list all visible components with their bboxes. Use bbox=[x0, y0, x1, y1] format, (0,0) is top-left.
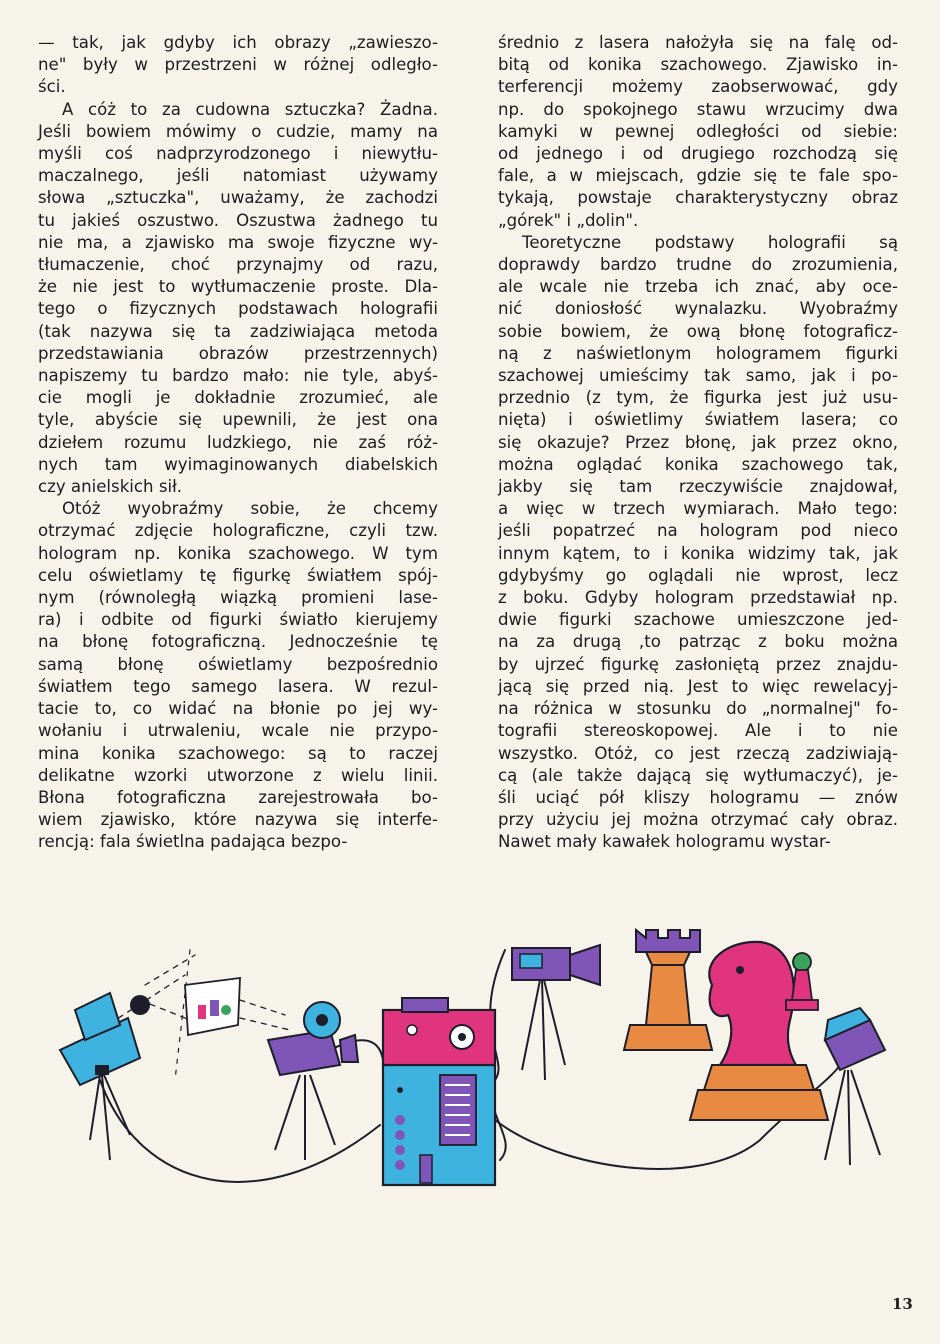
text-line: tego o fizycznych podstawach holografii bbox=[38, 299, 438, 319]
text-line: A cóż to za cudowna sztuczka? Żadna. bbox=[62, 99, 438, 119]
text-line: szachowej umieścimy tak samo, jak i po- bbox=[498, 366, 898, 386]
text-line: celu oświetlamy tę figurkę światłem spój- bbox=[38, 565, 438, 585]
text-line: że nie jest to wytłumaczenie proste. Dla- bbox=[38, 277, 438, 297]
text-line: bitą od konika szachowego. Zjawisko in- bbox=[498, 55, 898, 75]
text-line: Otóż wyobraźmy sobie, że chcemy bbox=[62, 499, 438, 519]
text-line: gdybyśmy go oglądali nie wprost, lecz bbox=[498, 565, 898, 585]
text-line: przednio (z tym, że figurka jest już usu- bbox=[498, 388, 898, 408]
text-line: by ujrzeć figurkę zasłoniętą przez znajdu- bbox=[498, 654, 898, 674]
text-line: średnio z lasera nałożyła się na falę od- bbox=[498, 33, 898, 52]
text-line: innym kątem, to i konika widzimy tak, jak bbox=[498, 543, 898, 563]
text-line: — tak, jak gdyby ich obrazy „zawieszo- bbox=[38, 33, 438, 52]
text-line: dziełem rozumu ludzkiego, nie zaś róż- bbox=[38, 432, 438, 452]
text-line: ną z naświetlonym hologramem figurki bbox=[498, 343, 898, 363]
text-line: Jeśli bowiem mówimy o cudzie, mamy na bbox=[38, 121, 438, 141]
text-line: np. do spokojnego stawu wrzucimy dwa bbox=[498, 99, 898, 119]
text-line: mina konika szachowego: są to raczej bbox=[38, 743, 438, 763]
text-line: ne" były w przestrzeni w różnej odległo- bbox=[38, 55, 438, 75]
text-line: z boku. Gdyby hologram przedstawiał np. bbox=[498, 588, 898, 608]
text-line: światłem tego samego lasera. W rezul- bbox=[38, 676, 438, 696]
text-line: doprawdy bardzo trudne do zrozumienia, bbox=[498, 255, 898, 275]
text-line: nięta) i oświetlimy światłem lasera; co bbox=[498, 410, 898, 430]
text-line: dwie figurki szachowe umieszczone jed- bbox=[498, 610, 898, 630]
laser-machine bbox=[383, 998, 495, 1185]
paragraph bbox=[38, 32, 438, 99]
text-line: nie ma, a zjawisko ma swoje fizyczne wy- bbox=[38, 232, 438, 252]
text-line: cie mogli je dokładnie zrozumieć, ale bbox=[38, 388, 438, 408]
text-line: Teoretyczne podstawy holografii są bbox=[522, 232, 898, 252]
text-line: rencją: fala świetlna padająca bezpo- bbox=[38, 832, 348, 852]
text-line: tu jakieś oszustwo. Oszustwa żadnego tu bbox=[38, 210, 438, 230]
text-line: tacie to, co widać na błonie po jej wy- bbox=[38, 699, 438, 719]
text-line: można oglądać konika szachowego tak, bbox=[498, 454, 898, 474]
text-line: delikatne wzorki utworzone z wielu linii. bbox=[38, 765, 438, 785]
text-line: terferencji możemy zaobserwować, gdy bbox=[498, 77, 898, 97]
text-line: Błona fotograficzna zarejestrowała bo- bbox=[38, 787, 438, 807]
text-line: nić doniosłość wynalazku. Wyobraźmy bbox=[498, 299, 898, 319]
projector-camera-left bbox=[60, 993, 150, 1160]
text-line: jącą się przed nią. Jest to więc rewelacyj- bbox=[498, 676, 898, 696]
text-line: przy użyciu jej można otrzymać cały obraz. bbox=[498, 810, 898, 830]
paragraph bbox=[38, 99, 438, 499]
text-line: nych tam wyimaginowanych diabelskich bbox=[38, 454, 438, 474]
text-line: cą (ale także dającą się wytłumaczyć), je- bbox=[498, 765, 898, 785]
text-line: sobie bowiem, że ową błonę fotograficz- bbox=[498, 321, 898, 341]
text-line: jakby się tam rzeczywiście znajdował, bbox=[498, 477, 898, 497]
text-line: się okazuje? Przez błonę, jak przez okno, bbox=[498, 432, 898, 452]
camera-top bbox=[512, 945, 600, 1080]
hologram-plate bbox=[185, 978, 240, 1035]
text-line: a więc w trzech wymiarach. Mało tego: bbox=[498, 499, 898, 519]
text-line: wszystko. Otóż, co jest rzeczą zadziwiają- bbox=[498, 743, 898, 763]
page-number: 13 bbox=[892, 1295, 913, 1313]
text-line: na różnica w stosunku do „normalnej" fo- bbox=[498, 699, 898, 719]
chess-rook bbox=[624, 930, 712, 1050]
text-line: ści. bbox=[38, 77, 66, 97]
left-column bbox=[38, 32, 438, 854]
text-line: nym (równoległą wiązką promieni lase- bbox=[38, 588, 438, 608]
text-line: wołaniu i utrwaleniu, wcale nie przypo- bbox=[38, 721, 438, 741]
text-line: słowa „sztuczka", uważamy, że zachodzi bbox=[38, 188, 438, 208]
text-line: napiszemy tu bardzo mało: nie tyle, abyś- bbox=[38, 366, 438, 386]
text-line: hologram np. konika szachowego. W tym bbox=[38, 543, 438, 563]
text-line: ra) i odbite od figurki światło kierujemy bbox=[38, 610, 438, 630]
text-line: „górek" i „dolin". bbox=[498, 210, 639, 230]
paragraph bbox=[38, 498, 438, 853]
text-line: otrzymać zdjęcie holograficzne, czyli tzw. bbox=[38, 521, 438, 541]
text-line: tykają, powstaje charakterystyczny obraz bbox=[498, 188, 898, 208]
text-line: tografii stereoskopowej. Ale i to nie bbox=[498, 721, 898, 741]
text-line: maczalnego, jeśli natomiast używamy bbox=[38, 166, 438, 186]
right-column bbox=[498, 32, 898, 854]
text-line: Nawet mały kawałek hologramu wystar- bbox=[498, 832, 831, 852]
holography-setup-illustration bbox=[0, 890, 940, 1290]
text-line: kamyki w pewnej odległości od siebie: bbox=[498, 121, 898, 141]
text-line: tyle, abyście się upewnili, że jest ona bbox=[38, 410, 438, 430]
text-line: fale, a w miejscach, gdzie się te fale spo- bbox=[498, 166, 898, 186]
paragraph bbox=[498, 232, 898, 854]
text-line: od jednego i od drugiego rozchodzą się bbox=[498, 144, 898, 164]
text-line: ale wcale nie trzeba ich znać, aby oce- bbox=[498, 277, 898, 297]
camera-right bbox=[825, 1008, 885, 1165]
text-line: czy anielskich sił. bbox=[38, 477, 183, 497]
text-line: jeśli popatrzeć na hologram pod nieco bbox=[498, 521, 898, 541]
text-line: (tak nazywa się ta zadziwiająca metoda bbox=[38, 321, 438, 341]
text-line: przedstawiania obrazów przestrzennych) bbox=[38, 343, 438, 363]
text-line: na za drugą ,to patrząc z boku można bbox=[498, 632, 898, 652]
paragraph bbox=[498, 32, 898, 232]
text-line: na błonę fotograficzną. Jednocześnie tę bbox=[38, 632, 438, 652]
text-line: śli uciąć pół kliszy hologramu — znów bbox=[498, 787, 898, 807]
camera-violet bbox=[268, 1002, 358, 1160]
text-line: tłumaczenie, choć przynajmy od razu, bbox=[38, 255, 438, 275]
text-line: myśli coś nadprzyrodzonego i niewytłu- bbox=[38, 144, 438, 164]
text-line: wiem zjawisko, które nazywa się interfe- bbox=[38, 810, 438, 830]
text-line: samą błonę oświetlamy bezpośrednio bbox=[38, 654, 438, 674]
